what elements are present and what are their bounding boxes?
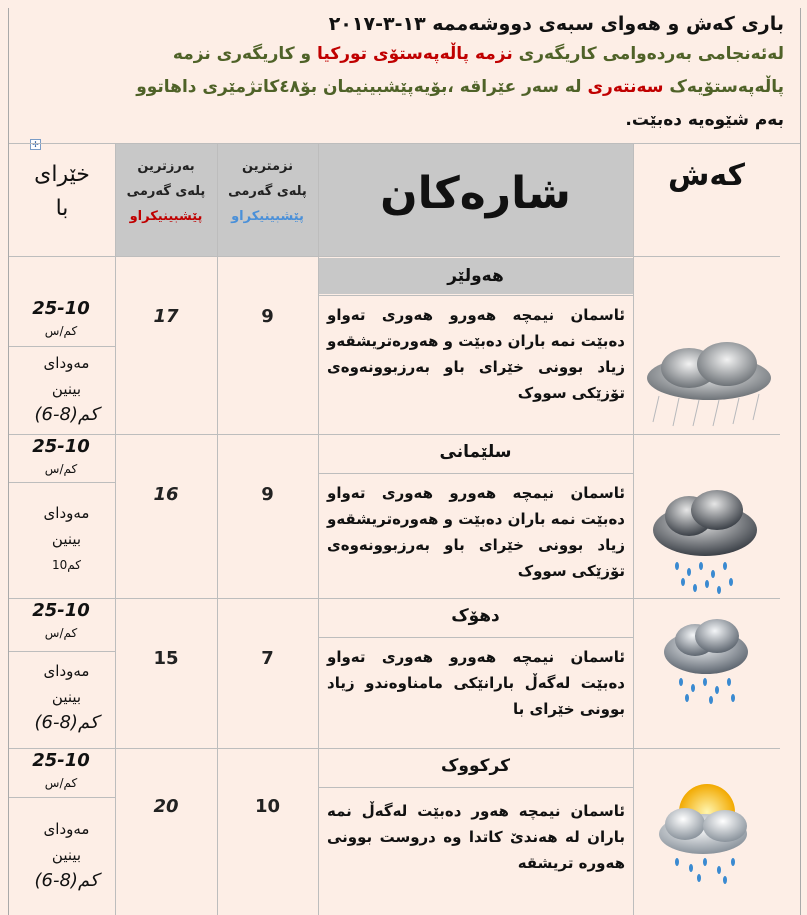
intro-text: لە سەر عێراقە ،بۆیەپێشبینیمان بۆ٤٨کاتژمێری داهاتوو [136, 77, 588, 97]
weather-header: کەش [667, 158, 746, 193]
min-temp: 9 [261, 484, 274, 505]
row-border [318, 473, 633, 474]
visibility-value: (6-8)کم [34, 712, 99, 733]
storm-cloud-icon [649, 486, 761, 594]
visibility-label: مەودای [43, 662, 90, 680]
intro-text: و کاریگەری نزمە [172, 44, 318, 64]
row-border [9, 482, 115, 483]
col-border [633, 143, 634, 915]
header-text: پلەی گەرمی [126, 184, 206, 199]
header-text: پێشبینیکراو [129, 209, 203, 224]
max-temp: 16 [153, 484, 179, 505]
sun-cloud-rain-icon [651, 778, 759, 886]
intro-text: پاڵەپەستۆیەک [663, 77, 784, 97]
city-name: سلێمانی [439, 442, 512, 462]
weather-description: ئاسمان نیمچە هەورو هەوری تەواو دەبێت لەگەڵ بارانێکی مامناوەندو زیاد بوونی خێرای با [327, 648, 625, 718]
min-temp: 7 [261, 648, 274, 669]
header-text: پلەی گەرمی [228, 184, 307, 199]
row-border [318, 637, 633, 638]
row-border [9, 651, 115, 652]
table-top-border [9, 143, 800, 144]
visibility [19, 500, 114, 578]
visibility-label: بینین [51, 380, 82, 398]
visibility-label: بینین [51, 846, 82, 864]
wind-unit: کم/س [44, 462, 78, 476]
min-temp-header [217, 154, 318, 229]
visibility-label: مەودای [43, 504, 90, 522]
row-border [318, 787, 633, 788]
min-temp: 9 [261, 306, 274, 327]
header-text: بەرزترین [137, 159, 195, 174]
forecast-intro [109, 10, 784, 137]
max-temp: 17 [153, 306, 179, 327]
row-border [9, 346, 115, 347]
weather-description: ئاسمان نیمچە هەور دەبێت لەگەڵ نمە باران لە هەندێ کاتدا وە دروست بوونی هەورە تریشقە [327, 802, 625, 872]
wind-speed-header [9, 158, 115, 226]
header-text: پێشبینیکراو [231, 209, 304, 224]
col-border [318, 143, 319, 915]
city-name: کرکووک [441, 756, 510, 776]
wind-speed: 25-10 [32, 750, 90, 771]
cloud-rain-icon [639, 326, 779, 431]
intro-text: لەئەنجامی بەردەوامی کاریگەری [512, 44, 784, 64]
visibility-value: 10کم [52, 558, 81, 572]
row-border [318, 295, 633, 296]
rain-cloud-icon [659, 614, 753, 708]
wind-unit: کم/س [44, 776, 78, 790]
weather-description: ئاسمان نیمچە هەورو هەوری تەواو دەبێت نمە باران دەبێت و هەورەتریشقەو زیاد بوونی خێرای باو بەرزبوونەوەی تۆزێکی سووک [327, 484, 625, 580]
intro-highlight: سەنتەری [587, 77, 664, 97]
city-name: دهۆک [451, 606, 500, 626]
visibility-label: بینین [51, 530, 82, 548]
wind-speed: 25-10 [32, 298, 90, 319]
intro-line-1 [109, 38, 784, 71]
visibility [19, 816, 114, 894]
header-text: با [55, 196, 69, 221]
row-border [9, 256, 780, 257]
intro-line-2 [109, 71, 784, 104]
city-name: هەولێر [447, 266, 504, 286]
document-page [8, 8, 801, 915]
wind-unit: کم/س [44, 626, 78, 640]
wind-speed: 25-10 [32, 600, 90, 621]
visibility [19, 658, 114, 736]
visibility-label: بینین [51, 688, 82, 706]
cities-header: شارەکان [380, 168, 571, 219]
row-border [9, 598, 780, 599]
visibility-label: مەودای [43, 354, 90, 372]
visibility [19, 350, 114, 428]
visibility-value: (6-8)کم [34, 870, 99, 891]
row-border [9, 797, 115, 798]
weather-description: ئاسمان نیمچە هەورو هەوری تەواو دەبێت نمە باران دەبێت و هەورەتریشقەو زیاد بوونی خێرای باو بەرزبوونەوەی تۆزێکی سووک [327, 306, 625, 402]
intro-line-3: بەم شێوەیە دەبێت. [625, 110, 784, 130]
max-temp: 20 [153, 796, 179, 817]
visibility-value: (6-8)کم [34, 404, 99, 425]
max-temp: 15 [153, 648, 179, 669]
header-text: خێرای [34, 162, 90, 187]
table-move-handle-icon[interactable]: ✢ [30, 139, 41, 150]
intro-highlight: نزمە پاڵەپەستۆی تورکیا [317, 44, 513, 64]
header-text: نزمترین [242, 159, 293, 174]
max-temp-header [115, 154, 217, 229]
wind-speed: 25-10 [32, 436, 90, 457]
row-border [9, 434, 780, 435]
min-temp: 10 [254, 796, 281, 817]
forecast-title: باری کەش و هەوای سبەی دووشەممە ١٣-٣-٢٠١٧ [328, 13, 784, 35]
row-border [9, 748, 780, 749]
wind-unit: کم/س [44, 324, 78, 338]
visibility-label: مەودای [43, 820, 90, 838]
